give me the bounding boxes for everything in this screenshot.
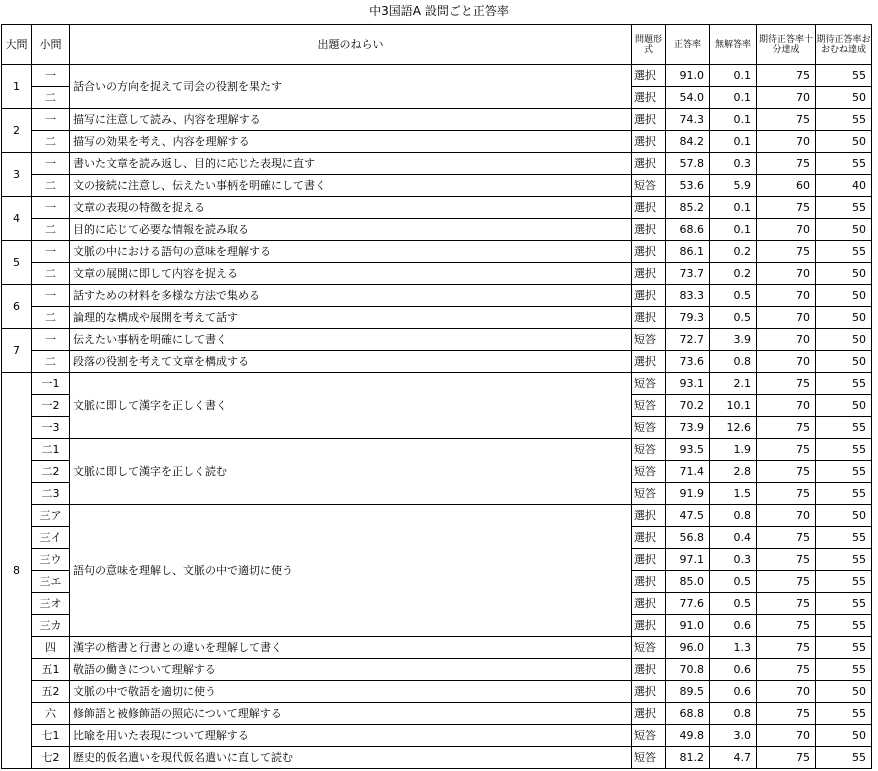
header-row [2,25,872,65]
expected-mostly-cell: 50 [816,505,872,527]
aim-cell: 伝えたい事柄を明確にして書く [70,329,632,351]
correct-rate-cell: 79.3 [666,307,710,329]
sub-question-cell: 一 [32,285,70,307]
table-row [2,285,872,307]
correct-rate-cell: 93.1 [666,373,710,395]
header-expected-mostly: 期待正答率おおむね達成 [816,25,872,65]
aim-cell: 歴史的仮名遣いを現代仮名遣いに直して読む [70,747,632,769]
sub-question-cell: 三ア [32,505,70,527]
expected-mostly-cell: 50 [816,681,872,703]
big-question-cell: 4 [2,197,32,241]
expected-mostly-cell: 50 [816,307,872,329]
sub-question-cell: 一1 [32,373,70,395]
aim-cell: 話すための材料を多様な方法で集める [70,285,632,307]
big-question-cell: 8 [2,373,32,769]
correct-rate-cell: 86.1 [666,241,710,263]
format-cell: 短答 [632,461,666,483]
correct-rate-cell: 68.8 [666,703,710,725]
expected-mostly-cell: 50 [816,351,872,373]
aim-cell: 比喩を用いた表現について理解する [70,725,632,747]
aim-cell: 文脈の中における語句の意味を理解する [70,241,632,263]
correct-rate-cell: 97.1 [666,549,710,571]
noanswer-rate-cell: 5.9 [710,175,757,197]
expected-mostly-cell: 55 [816,527,872,549]
table-row [2,439,872,461]
expected-full-cell: 75 [757,109,816,131]
header-expected-full: 期待正答率十分達成 [757,25,816,65]
correct-rate-cell: 85.2 [666,197,710,219]
expected-full-cell: 70 [757,285,816,307]
expected-full-cell: 70 [757,725,816,747]
noanswer-rate-cell: 0.5 [710,593,757,615]
expected-full-cell: 75 [757,703,816,725]
correct-rate-cell: 72.7 [666,329,710,351]
aim-cell: 語句の意味を理解し、文脈の中で適切に使う [70,505,632,637]
expected-full-cell: 75 [757,197,816,219]
sub-question-cell: 四 [32,637,70,659]
aim-cell: 目的に応じて必要な情報を読み取る [70,219,632,241]
expected-full-cell: 75 [757,373,816,395]
table-row [2,703,872,725]
noanswer-rate-cell: 3.9 [710,329,757,351]
aim-cell: 描写の効果を考え、内容を理解する [70,131,632,153]
header-big: 大問 [2,25,32,65]
correct-rate-cell: 77.6 [666,593,710,615]
aim-cell: 論理的な構成や展開を考えて話す [70,307,632,329]
noanswer-rate-cell: 0.1 [710,197,757,219]
noanswer-rate-cell: 3.0 [710,725,757,747]
sub-question-cell: 二 [32,175,70,197]
correct-rate-cell: 85.0 [666,571,710,593]
correct-rate-cell: 70.8 [666,659,710,681]
expected-full-cell: 75 [757,483,816,505]
big-question-cell: 6 [2,285,32,329]
sub-question-cell: 三カ [32,615,70,637]
noanswer-rate-cell: 1.3 [710,637,757,659]
noanswer-rate-cell: 12.6 [710,417,757,439]
expected-mostly-cell: 55 [816,241,872,263]
sub-question-cell: 二 [32,219,70,241]
expected-mostly-cell: 55 [816,109,872,131]
table-row [2,681,872,703]
expected-full-cell: 75 [757,571,816,593]
table-row [2,659,872,681]
format-cell: 選択 [632,87,666,109]
noanswer-rate-cell: 2.1 [710,373,757,395]
format-cell: 選択 [632,65,666,87]
sub-question-cell: 二 [32,307,70,329]
results-table [1,24,872,769]
noanswer-rate-cell: 0.5 [710,307,757,329]
correct-rate-cell: 93.5 [666,439,710,461]
expected-mostly-cell: 55 [816,483,872,505]
correct-rate-cell: 89.5 [666,681,710,703]
noanswer-rate-cell: 2.8 [710,461,757,483]
correct-rate-cell: 84.2 [666,131,710,153]
aim-cell: 文脈の中で敬語を適切に使う [70,681,632,703]
aim-cell: 描写に注意して読み、内容を理解する [70,109,632,131]
sub-question-cell: 二2 [32,461,70,483]
noanswer-rate-cell: 0.6 [710,659,757,681]
table-row [2,373,872,395]
correct-rate-cell: 57.8 [666,153,710,175]
expected-mostly-cell: 55 [816,571,872,593]
sub-question-cell: 一 [32,65,70,87]
aim-cell: 文脈に即して漢字を正しく書く [70,373,632,439]
header-format: 問題形式 [632,25,666,65]
noanswer-rate-cell: 0.8 [710,351,757,373]
format-cell: 選択 [632,549,666,571]
format-cell: 選択 [632,593,666,615]
format-cell: 短答 [632,373,666,395]
noanswer-rate-cell: 0.5 [710,285,757,307]
expected-full-cell: 75 [757,549,816,571]
expected-mostly-cell: 50 [816,263,872,285]
expected-mostly-cell: 55 [816,549,872,571]
noanswer-rate-cell: 0.2 [710,241,757,263]
expected-full-cell: 75 [757,593,816,615]
expected-full-cell: 75 [757,241,816,263]
expected-full-cell: 70 [757,505,816,527]
expected-full-cell: 75 [757,461,816,483]
format-cell: 短答 [632,395,666,417]
correct-rate-cell: 71.4 [666,461,710,483]
sub-question-cell: 六 [32,703,70,725]
expected-mostly-cell: 55 [816,593,872,615]
format-cell: 選択 [632,527,666,549]
correct-rate-cell: 47.5 [666,505,710,527]
header-correct: 正答率 [666,25,710,65]
expected-mostly-cell: 40 [816,175,872,197]
aim-cell: 文章の表現の特徴を捉える [70,197,632,219]
expected-mostly-cell: 55 [816,65,872,87]
expected-full-cell: 75 [757,637,816,659]
sub-question-cell: 二1 [32,439,70,461]
sub-question-cell: 三イ [32,527,70,549]
format-cell: 短答 [632,483,666,505]
sub-question-cell: 二 [32,351,70,373]
big-question-cell: 5 [2,241,32,285]
table-row [2,109,872,131]
format-cell: 選択 [632,307,666,329]
correct-rate-cell: 70.2 [666,395,710,417]
header-noanswer: 無解答率 [710,25,757,65]
sub-question-cell: 一2 [32,395,70,417]
noanswer-rate-cell: 0.5 [710,571,757,593]
expected-full-cell: 70 [757,351,816,373]
expected-mostly-cell: 50 [816,329,872,351]
expected-mostly-cell: 50 [816,219,872,241]
format-cell: 短答 [632,637,666,659]
format-cell: 選択 [632,263,666,285]
noanswer-rate-cell: 0.3 [710,549,757,571]
aim-cell: 文章の展開に即して内容を捉える [70,263,632,285]
big-question-cell: 2 [2,109,32,153]
expected-mostly-cell: 55 [816,153,872,175]
sub-question-cell: 一3 [32,417,70,439]
sub-question-cell: 一 [32,109,70,131]
expected-full-cell: 70 [757,131,816,153]
expected-mostly-cell: 55 [816,615,872,637]
sub-question-cell: 五1 [32,659,70,681]
sub-question-cell: 七2 [32,747,70,769]
expected-full-cell: 70 [757,395,816,417]
aim-cell: 文脈に即して漢字を正しく読む [70,439,632,505]
noanswer-rate-cell: 0.6 [710,681,757,703]
correct-rate-cell: 74.3 [666,109,710,131]
table-row [2,351,872,373]
noanswer-rate-cell: 0.8 [710,703,757,725]
expected-mostly-cell: 50 [816,131,872,153]
table-row [2,747,872,769]
noanswer-rate-cell: 0.2 [710,263,757,285]
table-row [2,219,872,241]
expected-full-cell: 75 [757,659,816,681]
sub-question-cell: 一 [32,153,70,175]
format-cell: 選択 [632,109,666,131]
expected-mostly-cell: 55 [816,461,872,483]
header-aim: 出題のねらい [70,25,632,65]
noanswer-rate-cell: 0.6 [710,615,757,637]
expected-mostly-cell: 50 [816,87,872,109]
expected-mostly-cell: 55 [816,637,872,659]
correct-rate-cell: 81.2 [666,747,710,769]
format-cell: 選択 [632,219,666,241]
format-cell: 短答 [632,747,666,769]
noanswer-rate-cell: 0.8 [710,505,757,527]
big-question-cell: 7 [2,329,32,373]
table-row [2,241,872,263]
table-row [2,329,872,351]
noanswer-rate-cell: 1.5 [710,483,757,505]
format-cell: 短答 [632,175,666,197]
header-sub: 小問 [32,25,70,65]
format-cell: 短答 [632,725,666,747]
noanswer-rate-cell: 0.1 [710,87,757,109]
format-cell: 選択 [632,153,666,175]
expected-mostly-cell: 55 [816,417,872,439]
sub-question-cell: 二 [32,131,70,153]
noanswer-rate-cell: 4.7 [710,747,757,769]
correct-rate-cell: 54.0 [666,87,710,109]
table-row [2,65,872,87]
aim-cell: 話合いの方向を捉えて司会の役割を果たす [70,65,632,109]
format-cell: 短答 [632,439,666,461]
page-title: 中3国語A 設問ごと正答率 [369,4,509,18]
aim-cell: 書いた文章を読み返し、目的に応じた表現に直す [70,153,632,175]
expected-mostly-cell: 55 [816,703,872,725]
correct-rate-cell: 91.9 [666,483,710,505]
noanswer-rate-cell: 1.9 [710,439,757,461]
format-cell: 選択 [632,615,666,637]
expected-full-cell: 70 [757,329,816,351]
table-body [2,65,872,769]
table-row [2,637,872,659]
noanswer-rate-cell: 0.1 [710,131,757,153]
expected-full-cell: 70 [757,263,816,285]
table-row [2,197,872,219]
sub-question-cell: 一 [32,241,70,263]
format-cell: 選択 [632,197,666,219]
format-cell: 短答 [632,417,666,439]
aim-cell: 敬語の働きについて理解する [70,659,632,681]
sub-question-cell: 一 [32,197,70,219]
expected-mostly-cell: 55 [816,197,872,219]
correct-rate-cell: 49.8 [666,725,710,747]
expected-full-cell: 75 [757,747,816,769]
correct-rate-cell: 91.0 [666,65,710,87]
expected-full-cell: 75 [757,153,816,175]
format-cell: 選択 [632,681,666,703]
correct-rate-cell: 73.6 [666,351,710,373]
noanswer-rate-cell: 0.4 [710,527,757,549]
table-row [2,505,872,527]
sub-question-cell: 二 [32,263,70,285]
expected-full-cell: 75 [757,417,816,439]
table-row [2,725,872,747]
format-cell: 選択 [632,131,666,153]
noanswer-rate-cell: 0.3 [710,153,757,175]
correct-rate-cell: 91.0 [666,615,710,637]
aim-cell: 漢字の楷書と行書との違いを理解して書く [70,637,632,659]
expected-mostly-cell: 55 [816,439,872,461]
format-cell: 選択 [632,659,666,681]
format-cell: 選択 [632,505,666,527]
correct-rate-cell: 96.0 [666,637,710,659]
expected-mostly-cell: 55 [816,659,872,681]
sub-question-cell: 三オ [32,593,70,615]
expected-full-cell: 70 [757,219,816,241]
expected-full-cell: 75 [757,527,816,549]
sub-question-cell: 五2 [32,681,70,703]
expected-mostly-cell: 50 [816,285,872,307]
correct-rate-cell: 73.9 [666,417,710,439]
aim-cell: 段落の役割を考えて文章を構成する [70,351,632,373]
expected-full-cell: 70 [757,87,816,109]
expected-full-cell: 75 [757,439,816,461]
big-question-cell: 3 [2,153,32,197]
table-row [2,307,872,329]
sub-question-cell: 七1 [32,725,70,747]
expected-full-cell: 70 [757,307,816,329]
sub-question-cell: 二3 [32,483,70,505]
expected-mostly-cell: 50 [816,395,872,417]
correct-rate-cell: 53.6 [666,175,710,197]
sub-question-cell: 三エ [32,571,70,593]
big-question-cell: 1 [2,65,32,109]
aim-cell: 修飾語と被修飾語の照応について理解する [70,703,632,725]
table-row [2,131,872,153]
expected-full-cell: 75 [757,615,816,637]
expected-full-cell: 60 [757,175,816,197]
expected-mostly-cell: 55 [816,747,872,769]
expected-full-cell: 70 [757,681,816,703]
noanswer-rate-cell: 0.1 [710,219,757,241]
correct-rate-cell: 73.7 [666,263,710,285]
format-cell: 選択 [632,571,666,593]
format-cell: 短答 [632,329,666,351]
format-cell: 選択 [632,351,666,373]
expected-mostly-cell: 55 [816,373,872,395]
format-cell: 選択 [632,241,666,263]
aim-cell: 文の接続に注意し、伝えたい事柄を明確にして書く [70,175,632,197]
sub-question-cell: 一 [32,329,70,351]
correct-rate-cell: 56.8 [666,527,710,549]
noanswer-rate-cell: 0.1 [710,109,757,131]
expected-full-cell: 75 [757,65,816,87]
sub-question-cell: 二 [32,87,70,109]
sub-question-cell: 三ウ [32,549,70,571]
table-row [2,175,872,197]
expected-mostly-cell: 50 [816,725,872,747]
table-row [2,263,872,285]
format-cell: 選択 [632,285,666,307]
noanswer-rate-cell: 10.1 [710,395,757,417]
correct-rate-cell: 83.3 [666,285,710,307]
noanswer-rate-cell: 0.1 [710,65,757,87]
table-row [2,153,872,175]
format-cell: 選択 [632,703,666,725]
correct-rate-cell: 68.6 [666,219,710,241]
